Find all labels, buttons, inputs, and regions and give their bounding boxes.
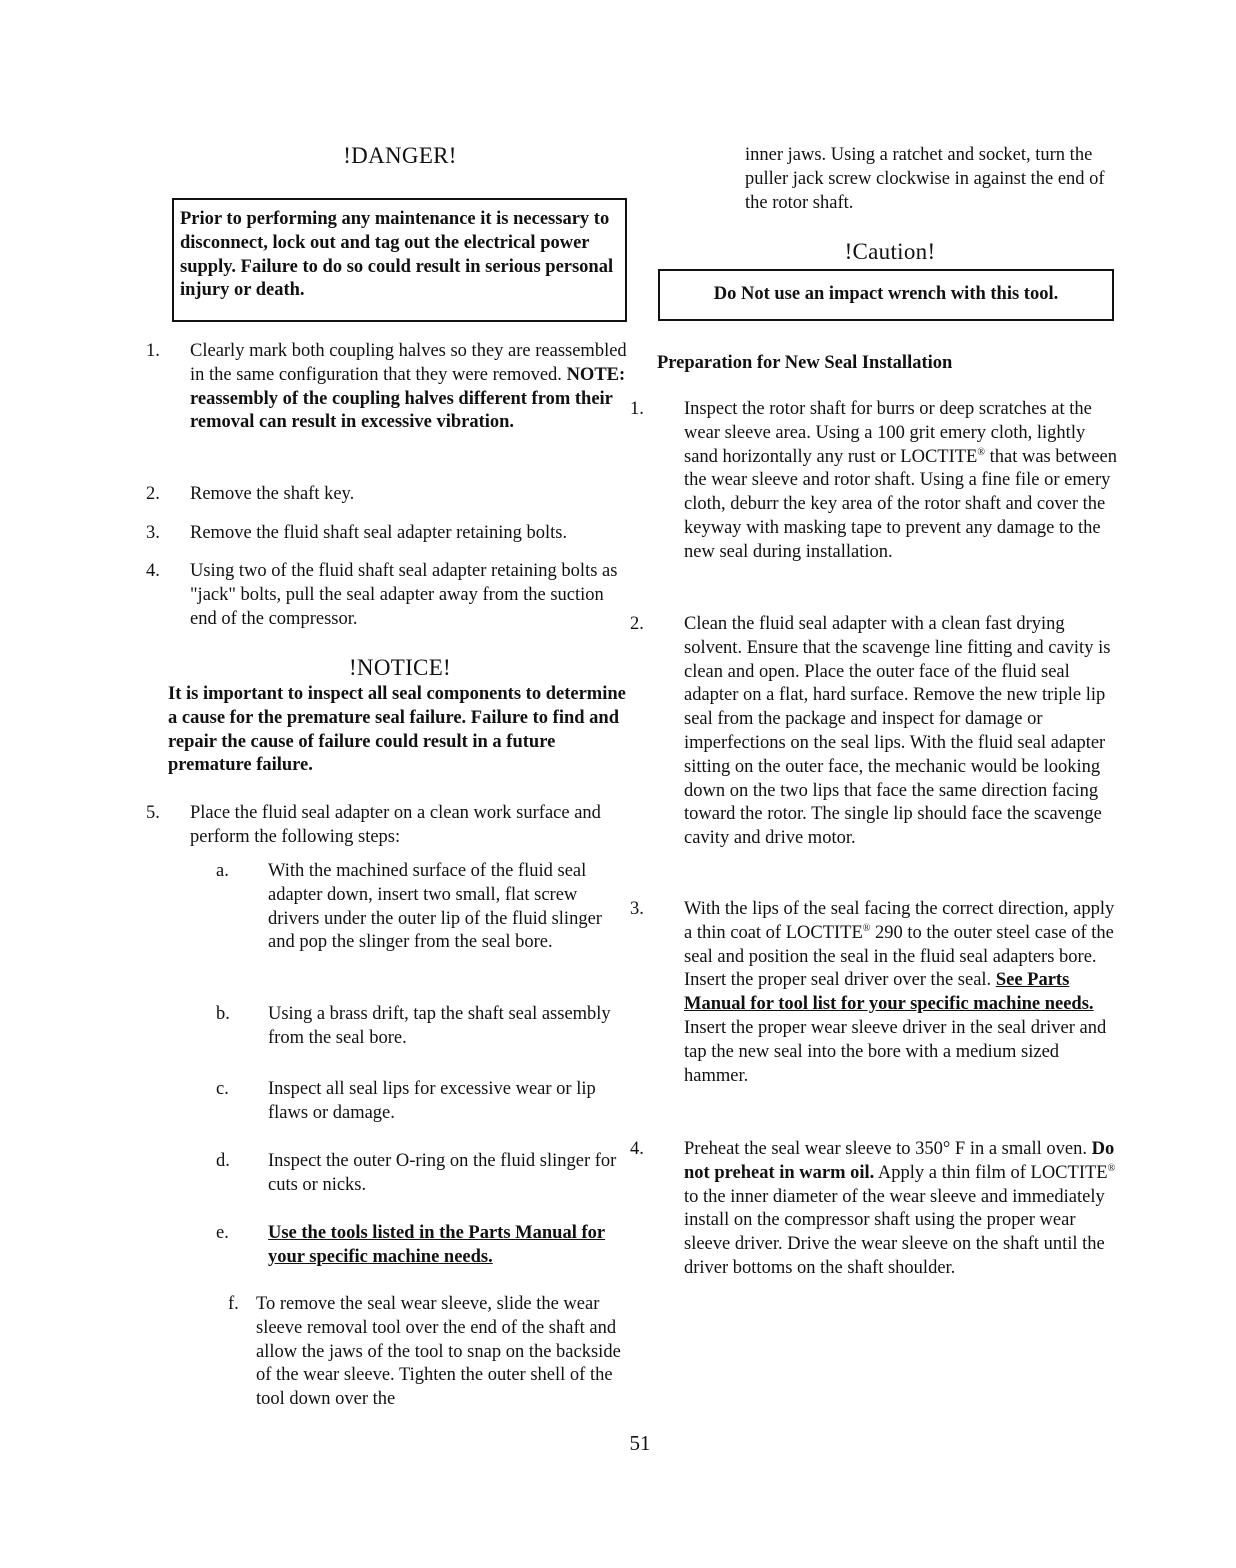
danger-box-text: Prior to performing any maintenance it is necessary to disconnect, lock out and tag out the electrical power supply. Failure to do so could result in serious personal injury or death.: [180, 209, 614, 301]
substep-d: [216, 1150, 627, 1198]
step-text: Clean the fluid seal adapter with a clean fast drying solvent. Ensure that the scavenge line fitting and cavity is clean and open. Place the outer face of the fluid seal adapter on a flat, hard surface. Remove the new triple lip seal from the package and inspect for damage or imperfections on the seal lips. With the fluid seal adapter sitting on the outer face, the mechanic would be looking down on the two lips that face the same direction facing toward the rotor. The single lip should face the scavenge cavity and drive motor.: [684, 614, 1111, 849]
step-text-c: to the inner diameter of the wear sleeve and immediately install on the compressor shaft using the proper wear sleeve driver. Drive the wear sleeve on the shaft until the driver bottoms on the shaft shoulder.: [684, 1186, 1105, 1278]
left-step-1: [146, 340, 633, 435]
note-label: NOTE:: [566, 364, 626, 385]
step-text: Using two of the fluid shaft seal adapter retaining bolts as "jack" bolts, pull the seal adapter away from the suction end of the compressor.: [190, 561, 618, 629]
step-number: 2.: [146, 484, 160, 504]
page-number: 51: [629, 1431, 651, 1455]
substep-text: Use the tools listed in the Parts Manual for your specific machine needs.: [268, 1223, 606, 1267]
continued-text: inner jaws. Using a ratchet and socket, turn the puller jack screw clockwise in against the end of the rotor shaft.: [745, 145, 1105, 213]
substep-label: d.: [216, 1151, 230, 1171]
step-number: 3.: [630, 899, 644, 919]
right-step-2: [630, 613, 1122, 851]
right-step-3: [630, 898, 1122, 1088]
substep-text: Using a brass drift, tap the shaft seal assembly from the seal bore.: [268, 1004, 611, 1048]
danger-heading: !DANGER!: [343, 143, 457, 168]
step-text-b: 290 to the outer steel case of the seal and position the seal in the fluid seal adapters bore. Insert the proper seal driver over the seal.: [684, 922, 1114, 991]
step-text-b: that was between the wear sleeve and rotor shaft. Using a fine file or emery cloth, deburr the key area of the rotor shaft and cover the keyway with masking tape to prevent any damage to the new seal during installation.: [684, 446, 1118, 562]
substep-text: Inspect the outer O-ring on the fluid slinger for cuts or nicks.: [268, 1151, 617, 1195]
step-text: Remove the fluid shaft seal adapter retaining bolts.: [190, 523, 568, 543]
note-text: reassembly of the coupling halves different from their removal can result in excessive vibration.: [190, 388, 613, 433]
substep-label: c.: [216, 1079, 229, 1099]
danger-box: [172, 198, 627, 322]
step-text-a: Inspect the rotor shaft for burrs or deep scratches at the wear sleeve area. Using a 100 grit emery cloth, lightly sand horizontally any rust or LOCTITE: [684, 399, 1092, 467]
substep-label: a.: [216, 861, 229, 881]
right-step-1: [630, 398, 1122, 565]
step-number: 5.: [146, 803, 160, 823]
caution-box: [658, 269, 1114, 321]
substep-e: [216, 1222, 627, 1270]
left-step-3: [146, 522, 633, 546]
registered-mark: ®: [1107, 1162, 1116, 1174]
registered-mark: ®: [977, 446, 985, 458]
right-step-4: [630, 1138, 1122, 1281]
step-number: 1.: [146, 341, 160, 361]
substep-text: Inspect all seal lips for excessive wear or lip flaws or damage.: [268, 1079, 596, 1123]
caution-box-text: Do Not use an impact wrench with this tool.: [713, 284, 1059, 304]
prep-heading: Preparation for New Seal Installation: [657, 353, 953, 373]
substep-label: e.: [216, 1223, 229, 1243]
left-step-5: [146, 802, 628, 850]
warning-text: Do not preheat in warm oil.: [684, 1139, 1115, 1183]
substep-text: With the machined surface of the fluid seal adapter down, insert two small, flat screw drivers under the outer lip of the fluid slinger and pop the slinger from the seal bore.: [268, 861, 602, 953]
substep-text: To remove the seal wear sleeve, slide the wear sleeve removal tool over the end of the shaft and allow the jaws of the tool to snap on the backside of the wear sleeve. Tighten the outer shell of the tool down over the: [256, 1294, 621, 1410]
registered-mark: ®: [862, 922, 871, 934]
substep-label: b.: [216, 1004, 230, 1024]
step-text-a: With the lips of the seal facing the correct direction, apply a thin coat of LOCTITE: [684, 899, 1115, 943]
left-step-2: [146, 483, 633, 507]
step-number: 2.: [630, 614, 644, 634]
substep-b: [216, 1003, 627, 1051]
step-text-c: Insert the proper wear sleeve driver in the seal driver and tap the new seal into the bore with a medium sized hammer.: [684, 1017, 1107, 1086]
step-text: Remove the shaft key.: [190, 484, 355, 504]
notice-heading: !NOTICE!: [348, 655, 452, 680]
step-text-b: Apply a thin film of LOCTITE: [874, 1162, 1108, 1183]
substep-a: [216, 860, 627, 955]
substep-f: [228, 1293, 627, 1412]
step-number: 4.: [630, 1139, 644, 1159]
left-step-4: [146, 560, 633, 631]
step-number: 4.: [146, 561, 160, 581]
step-number: 3.: [146, 523, 160, 543]
step-text: Place the fluid seal adapter on a clean work surface and perform the following steps:: [190, 803, 601, 847]
step-text: Clearly mark both coupling halves so they are reassembled in the same configuration that they were removed.: [190, 341, 627, 385]
notice-text: It is important to inspect all seal components to determine a cause for the premature seal failure. Failure to find and repair the cause of failure could result in a future premature failure.: [168, 684, 626, 776]
step-number: 1.: [630, 399, 644, 419]
caution-heading: !Caution!: [844, 239, 936, 264]
substep-label: f.: [228, 1294, 239, 1314]
step-text-a: Preheat the seal wear sleeve to 350° F in a small oven.: [684, 1139, 1087, 1159]
substep-c: [216, 1078, 627, 1126]
parts-manual-link[interactable]: See Parts Manual for tool list for your specific machine needs.: [684, 970, 1094, 1015]
